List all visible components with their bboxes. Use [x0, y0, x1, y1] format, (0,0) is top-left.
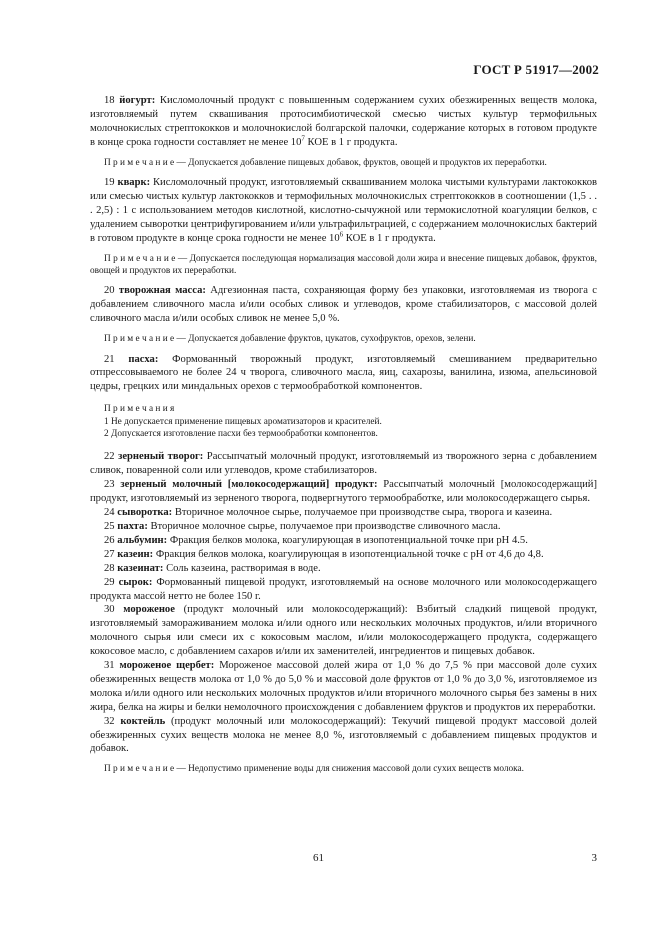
note-label: П р и м е ч а н и е — [104, 764, 175, 775]
defined-term: зерненый творог: — [118, 451, 204, 463]
definition-text: (продукт молочный или молокосодержащий): Текучий пищевой продукт массовой долей обезжиренных сухих веществ молока не менее 8,0 %, изготовляемый с добавлением пищевых продуктов и добавок. — [90, 715, 597, 755]
sheet-number: 3 — [591, 852, 597, 864]
definition-paragraph — [90, 450, 597, 478]
defined-term: пахта: — [117, 520, 148, 532]
clause-number: 19 — [104, 177, 115, 189]
defined-term: сыворотка: — [117, 507, 173, 519]
defined-term: мороженое — [123, 604, 175, 616]
defined-term: пасха: — [128, 353, 159, 365]
clause-number: 24 — [104, 507, 115, 519]
clause-number: 29 — [104, 576, 115, 588]
clause-number: 30 — [104, 604, 115, 616]
definition-paragraph — [90, 353, 597, 395]
note-text: — Допускается последующая нормализация массовой доли жира и внесение пищевых добавок, фруктов, овощей и продуктов их переработки. — [90, 253, 597, 276]
definition-text: Рассыпчатый молочный [молокосодержащий] продукт, изготовляемый из зерненого творога, подвергнутого термообработке, или молокосодержащего сырья. — [90, 479, 597, 505]
note-label: П р и м е ч а н и е — [104, 334, 175, 345]
clause-number: 32 — [104, 715, 115, 727]
notes-title: П р и м е ч а н и я — [104, 404, 175, 415]
definition-text: Вторичное молочное сырье, получаемое при производстве сливочного масла. — [147, 520, 501, 532]
defined-term: зерненый молочный [молокосодержащий] продукт: — [120, 479, 378, 491]
clause-number: 26 — [104, 534, 115, 546]
clause-number: 23 — [104, 479, 115, 491]
clause-number: 18 — [104, 95, 115, 106]
note-text: — Допускается добавление пищевых добавок, фруктов, овощей и продуктов их переработки. — [174, 157, 547, 168]
note — [90, 763, 597, 775]
superscript: 7 — [301, 134, 305, 143]
clause-number: 21 — [104, 353, 115, 365]
note-item: 1 Не допускается применение пищевых ароматизаторов и красителей. — [104, 416, 382, 427]
definition-paragraph — [90, 576, 597, 604]
notes-block — [90, 403, 597, 440]
note — [90, 253, 597, 278]
note-label: П р и м е ч а н и е — [104, 253, 176, 264]
definition-paragraph — [90, 562, 597, 576]
definition-paragraph — [90, 520, 597, 534]
clause-number: 22 — [104, 451, 115, 463]
clause-number: 20 — [104, 285, 115, 297]
superscript: 6 — [339, 230, 344, 239]
note-text: — Недопустимо применение воды для снижения массовой доли сухих веществ молока. — [174, 764, 524, 775]
definition-text: Фракция белков молока, коагулирующая в изопотенциальной точке с рН от 4,6 до 4,8. — [153, 548, 544, 560]
note-item: 2 Допускается изготовление пасхи без термообработки компонентов. — [104, 429, 378, 440]
definition-paragraph — [90, 659, 597, 715]
definition-text: (продукт молочный или молокосодержащий): Взбитый сладкий пищевой продукт, изготовляемый замораживанием молока и/или одного или нескольких молочных продуктов, и/или вторичного молочного сырья или смеси их с кокосовым маслом, и/или молокосодержащего продукта, содержащего кокосовое масло, с добавлением сахаров и/или их заменителей, ингредиентов и пищевых добавок. — [90, 604, 597, 658]
definition-paragraph — [90, 603, 597, 659]
defined-term: кварк: — [117, 177, 151, 189]
definition-text: КОЕ в 1 г продукта. — [304, 136, 398, 148]
definition-text: Фракция белков молока, коагулирующая в изопотенциальной точке при рН 4.5. — [167, 534, 528, 546]
definition-text: Формованный творожный продукт, изготовляемый смешиванием предварительно отпрессовываемого не более 24 ч творога, сливочного масла, яиц, сахарозы, ванилина, изюма, апельсиновой цедры, грецких или миндальных орехов с термообработкой компонентов. — [90, 353, 597, 393]
definition-text: Рассыпчатый молочный продукт, изготовляемый из творожного зерна с добавлением сливок, поваренной соли или углеводов, кроме стабилизаторов. — [90, 451, 597, 477]
defined-term: творожная масса: — [118, 285, 206, 297]
defined-term: сырок: — [118, 576, 153, 588]
definition-paragraph — [90, 506, 597, 520]
definition-paragraph — [90, 478, 597, 506]
definition-text: Кисломолочный продукт с повышенным содержанием сухих обезжиренных веществ молока, изготовляемый путем сквашивания протосимбиотической смесью чистых культур термофильных молочнокислых стрептококков и молочнокислой болгарской палочки, содержание которых в готовом продукте в конце срока годности составляет не менее 10 — [90, 95, 597, 148]
definition-paragraph — [90, 534, 597, 548]
definition-paragraph — [90, 284, 597, 326]
clause-number: 27 — [104, 548, 115, 560]
note — [90, 333, 597, 345]
clause-number: 31 — [104, 660, 115, 672]
definition-text: Вторичное молочное сырье, получаемое при производстве сыра, творога и казеина. — [172, 507, 553, 519]
defined-term: коктейль — [120, 715, 166, 727]
definition-paragraph — [90, 548, 597, 562]
definition-text: Формованный пищевой продукт, изготовляемый на основе молочного или молокосодержащего продукта массой нетто не более 150 г. — [90, 576, 597, 602]
definition-paragraph — [90, 94, 597, 150]
note-label: П р и м е ч а н и е — [104, 157, 175, 168]
clause-number: 28 — [104, 562, 115, 574]
definition-paragraph — [90, 176, 597, 246]
defined-term: казеинат: — [117, 562, 164, 574]
definition-text: КОЕ в 1 г продукта. — [343, 232, 436, 244]
note — [90, 157, 597, 169]
definition-text: Соль казеина, растворимая в воде. — [163, 562, 321, 574]
definition-text: Мороженое массовой долей жира от 1,0 % до 7,5 % при массовой доле сухих обезжиренных веществ молока от 1,0 % до 5,0 % и массовой доле фруктов от 1,0 % до 3,0 %, изготовляемое из молока и/или одного или нескольких молочных продуктов и/или вторичного молочного сырья без замены в них жира, белка на жиры и белки немолочного происхождения с добавлением фруктов и продуктов их переработки. — [90, 660, 597, 713]
document-body — [90, 94, 597, 783]
definition-text: Кисломолочный продукт, изготовляемый сквашиванием молока чистыми культурами лактококков или смесью чистых культур лактококков и термофильных молочнокислых стрептококков в соотношении (1,5 . . . 2,5) : 1 с использованием методов кислотной, кислотно-сычужной или термокислотной коагуляции белков, с удалением сыворотки центрифугированием и/или ультрафильтрацией, с содержанием молочнокислых бактерий в готовом продукте в конце срока годности не менее 10 — [90, 177, 597, 244]
definition-paragraph — [90, 715, 597, 757]
definition-text: Адгезионная паста, сохраняющая форму без упаковки, изготовляемая из творога с добавлением сливочного масла и/или особых сливок и углеводов, кроме стабилизаторов, с массовой долей сливочного масла и/или особых сливок не менее 5,0 %. — [90, 285, 597, 325]
defined-term: альбумин: — [117, 534, 168, 546]
document-header: ГОСТ Р 51917—2002 — [473, 62, 599, 77]
note-text: — Допускается добавление фруктов, цукатов, сухофруктов, орехов, зелени. — [174, 334, 476, 345]
clause-number: 25 — [104, 520, 115, 532]
defined-term: йогурт: — [119, 95, 156, 106]
defined-term: казеин: — [117, 548, 154, 560]
defined-term: мороженое щербет: — [119, 660, 215, 672]
page-number: 61 — [313, 852, 324, 864]
